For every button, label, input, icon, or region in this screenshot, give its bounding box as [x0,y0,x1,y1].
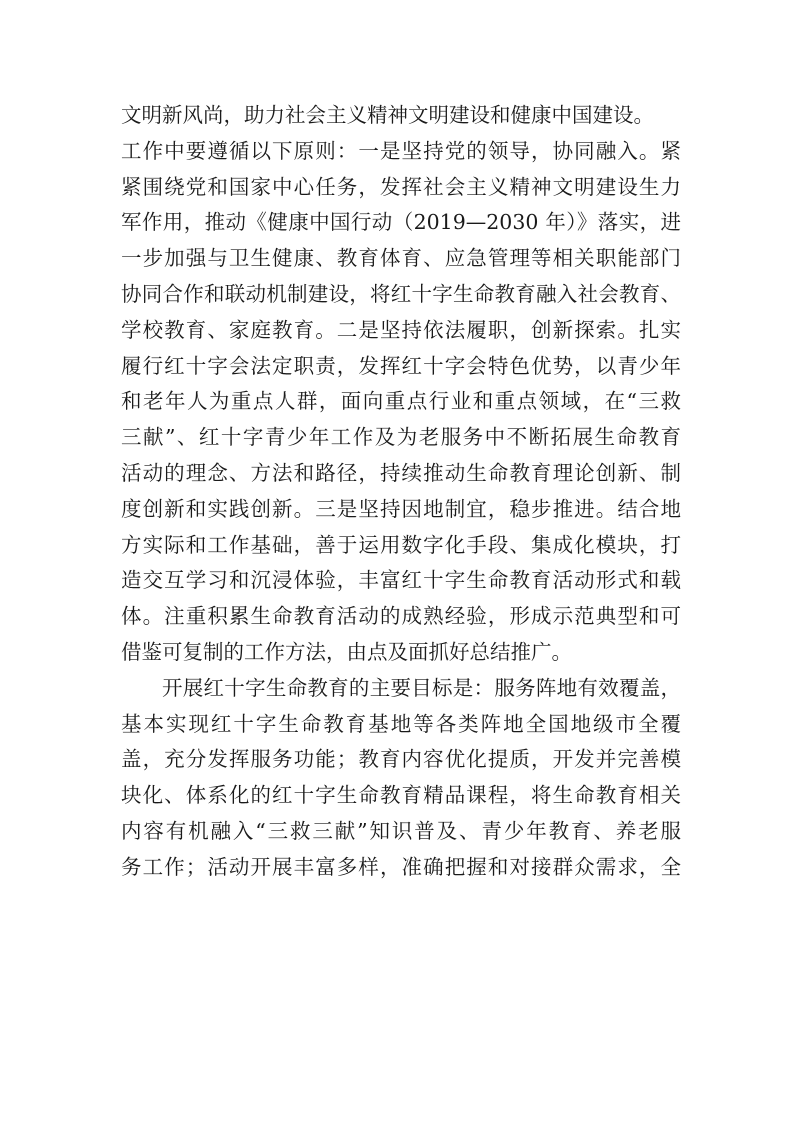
paragraph-1 [121,98,681,671]
text-line: 履行红十字会法定职责，发挥红十字会特色优势，以青少年 [121,353,681,378]
text-line: 盖，充分发挥服务功能；教育内容优化提质，开发并完善模 [121,747,681,772]
text-line: 方实际和工作基础，善于运用数字化手段、集成化模块，打 [121,532,681,557]
text-line: 内容有机融入“三救三献”知识普及、青少年教育、养老服 [121,818,681,843]
text-line: 军作用，推动《健康中国行动（2019—2030 年）》落实，进 [121,210,681,235]
text-line: 和老年人为重点人群，面向重点行业和重点领域，在“三救 [121,389,681,414]
text-line: 三献”、红十字青少年工作及为老服务中不断拓展生命教育 [121,425,681,450]
text-line: 学校教育、家庭教育。二是坚持依法履职，创新探索。扎实 [121,317,681,342]
text-line: 工作中要遵循以下原则：一是坚持党的领导，协同融入。紧 [121,138,681,163]
text-line: 块化、体系化的红十字生命教育精品课程，将生命教育相关 [121,783,681,808]
text-line: 一步加强与卫生健康、教育体育、应急管理等相关职能部门 [121,246,681,271]
text-line: 协同合作和联动机制建设，将红十字生命教育融入社会教育、 [121,281,681,306]
text-line: 借鉴可复制的工作方法，由点及面抓好总结推广。 [121,639,572,664]
text-line: 开展红十字生命教育的主要目标是：服务阵地有效覆盖， [162,675,681,700]
text-line: 紧围绕党和国家中心任务，发挥社会主义精神文明建设生力 [121,174,681,199]
text-line: 度创新和实践创新。三是坚持因地制宜，稳步推进。结合地 [121,496,681,521]
paragraph-2 [121,671,681,886]
text-line: 体。注重积累生命教育活动的成熟经验，形成示范典型和可 [121,604,681,629]
text-line: 基本实现红十字生命教育基地等各类阵地全国地级市全覆 [121,711,681,736]
document-body [121,98,681,886]
text-line: 造交互学习和沉浸体验，丰富红十字生命教育活动形式和载 [121,568,681,593]
text-line: 活动的理念、方法和路径，持续推动生命教育理论创新、制 [121,460,681,485]
text-line: 务工作；活动开展丰富多样，准确把握和对接群众需求，全 [121,854,681,879]
text-line: 文明新风尚，助力社会主义精神文明建设和健康中国建设。 [121,103,654,127]
